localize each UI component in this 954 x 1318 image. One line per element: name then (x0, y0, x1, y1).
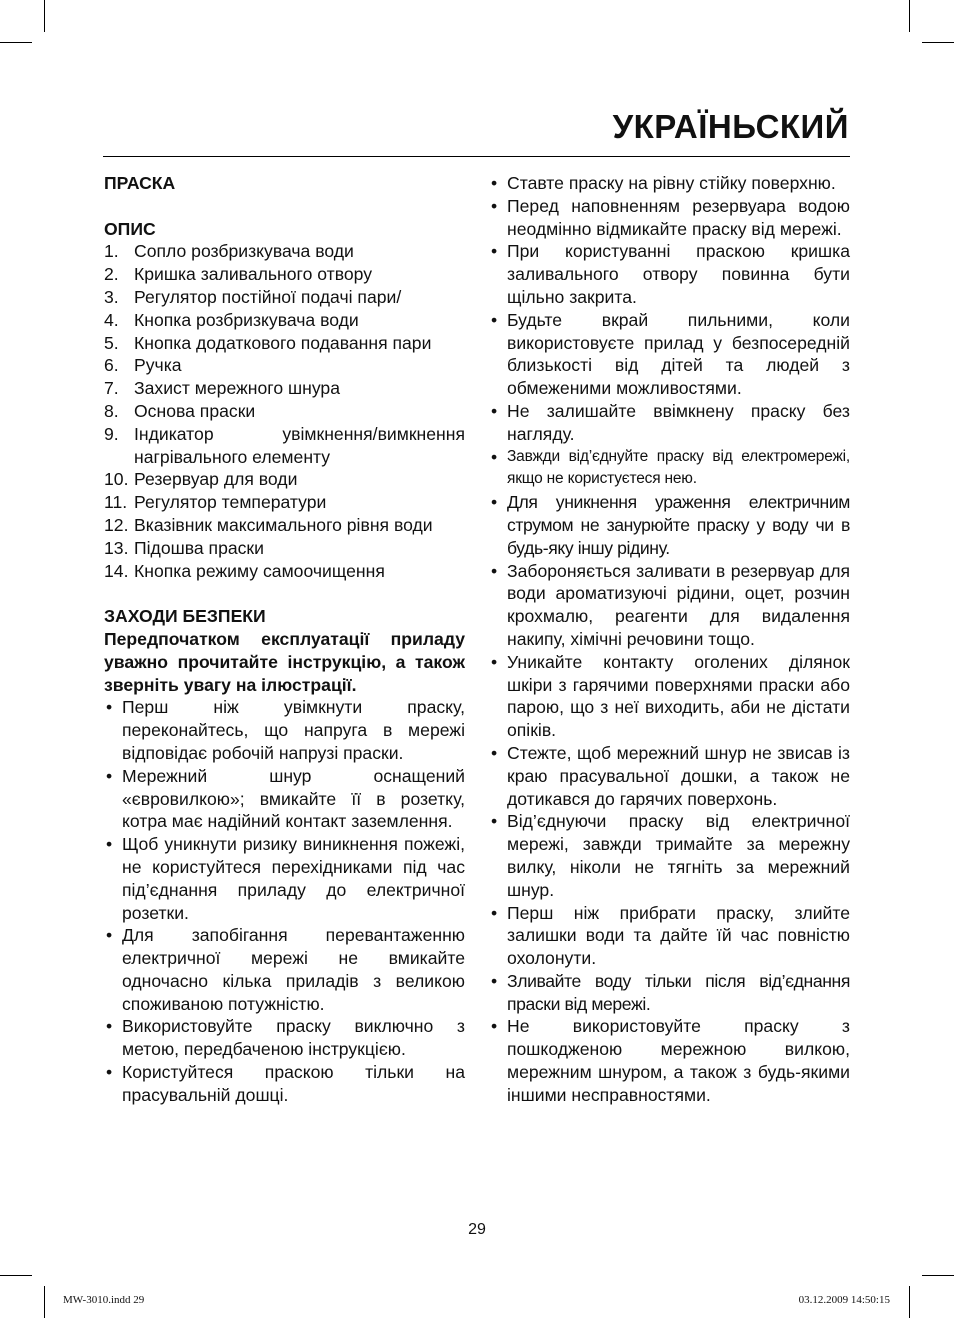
safety-item (104, 833, 465, 924)
item-number: 13. (104, 537, 129, 558)
safety-item (489, 446, 850, 492)
bullet-icon: • (491, 309, 498, 330)
description-item (104, 537, 465, 560)
crop-mark (922, 1275, 954, 1276)
safety-item-text: Забороняється заливати в резервуар для води ароматизуючі рідини, оцет, розчин крохмалю, реагенти для видалення накипу, хімічні речовини тощо. (507, 560, 850, 649)
description-item (104, 309, 465, 332)
product-title: ПРАСКА (104, 173, 176, 193)
crop-mark (44, 0, 45, 32)
safety-item (489, 491, 850, 559)
footer-file-info: MW-3010.indd 29 (63, 1294, 145, 1306)
item-number: 5. (104, 332, 119, 353)
description-item (104, 400, 465, 423)
safety-item-text: Для уникнення ураження електричним струмом не занурюйте праску у воду чи в будь-яку іншу рідину. (507, 492, 850, 558)
item-number: 6. (104, 355, 119, 376)
item-text: Захист мережного шнура (134, 378, 341, 399)
crop-mark (44, 1286, 45, 1318)
crop-mark (0, 1275, 32, 1276)
safety-item-text: Не залишайте ввімкнену праску без нагляду. (507, 400, 850, 444)
safety-list-right (489, 172, 850, 1107)
crop-mark (909, 0, 910, 32)
safety-item-text: Використовуйте праску виключно з метою, передбаченою інструкцією. (122, 1016, 465, 1060)
bullet-icon: • (106, 834, 113, 855)
item-number: 10. (104, 469, 129, 490)
item-text: Вказівник максимального рівня води (134, 514, 433, 535)
bullet-icon: • (491, 1016, 498, 1037)
safety-item-text: Користуйтеся праскою тільки на прасувальній дошці. (122, 1062, 465, 1105)
bullet-icon: • (491, 970, 498, 991)
description-item (104, 354, 465, 377)
item-text: Основа праски (134, 400, 256, 421)
item-number: 8. (104, 400, 119, 421)
bullet-icon: • (491, 241, 498, 262)
bullet-icon: • (491, 492, 498, 513)
description-item (104, 560, 465, 583)
safety-item (489, 810, 850, 901)
crop-mark (909, 1286, 910, 1318)
safety-heading: ЗАХОДИ БЕЗПЕКИ (104, 606, 266, 627)
bullet-icon: • (106, 697, 113, 718)
safety-item (104, 1061, 465, 1107)
safety-intro: Передпочатком експлуатації приладу уважно прочитайте інструкцію, а також зверніть увагу на ілюстрації. (104, 628, 465, 695)
item-number: 12. (104, 514, 129, 535)
safety-item-text: Мережний шнур оснащений «євровилкою»; вмикайте її в розетку, котра має надійний контакт заземлення. (122, 765, 465, 832)
safety-item (489, 651, 850, 742)
bullet-icon: • (491, 446, 498, 467)
left-column (104, 172, 465, 1107)
bullet-icon: • (106, 925, 113, 946)
item-number: 4. (104, 309, 119, 330)
item-number: 14. (104, 560, 129, 581)
description-item (104, 514, 465, 537)
description-item (104, 377, 465, 400)
bullet-icon: • (491, 651, 498, 672)
item-number: 9. (104, 423, 119, 444)
item-text: Резервуар для води (134, 469, 298, 490)
description-heading: ОПИС (104, 218, 156, 239)
safety-item (104, 696, 465, 764)
safety-item-text: Ставте праску на рівну стійку поверхню. (507, 173, 836, 193)
item-text: Підошва праски (134, 537, 264, 558)
item-text: Кнопка додаткового подавання пари (134, 332, 432, 353)
crop-mark (922, 42, 954, 43)
safety-item (104, 924, 465, 1015)
description-list (104, 240, 465, 582)
description-item (104, 491, 465, 514)
item-text: Кнопка режиму самоочищення (134, 560, 385, 581)
bullet-icon: • (106, 765, 113, 786)
item-number: 1. (104, 241, 119, 262)
page-number: 29 (468, 1221, 486, 1238)
safety-item (104, 765, 465, 833)
item-number: 3. (104, 286, 119, 307)
item-number: 11. (104, 492, 128, 513)
safety-item-text: Будьте вкрай пильними, коли використовуєте прилад у безпосередній близькості від дітей та людей з обмеженими можливостями. (507, 309, 850, 399)
safety-item-text: Перед наповненням резервуара водою неодмінно відмикайте праску від мережі. (507, 195, 850, 239)
safety-item-text: Завжди від’єднуйте праску від електромережі, якщо не користуєтеся нею. (507, 447, 850, 488)
item-text: Регулятор температури (134, 492, 327, 513)
safety-item (489, 240, 850, 308)
item-text: Індикатор увімкнення/вимкнення нагрівального елементу (134, 423, 465, 467)
safety-item (489, 742, 850, 810)
bullet-icon: • (106, 1062, 113, 1083)
footer-date-info: 03.12.2009 14:50:15 (798, 1294, 890, 1306)
crop-mark (0, 42, 32, 43)
safety-item-text: Не використовуйте праску з пошкодженою мережною вилкою, мережним шнуром, а також з будь-якими іншими несправностями. (507, 1016, 850, 1105)
item-text: Кнопка розбризкувача води (134, 309, 359, 330)
bullet-icon: • (491, 560, 498, 581)
safety-item-text: Перш ніж увімкнути праску, переконайтесь, що напруга в мережі відповідає робочій напрузі праски. (122, 697, 465, 763)
safety-list-left (104, 696, 465, 1106)
item-number: 2. (104, 264, 119, 285)
description-item (104, 240, 465, 263)
bullet-icon: • (491, 811, 498, 832)
safety-item-text: Для запобігання перевантаженню електричної мережі не вмикайте одночасно кілька приладів з великою споживаною потужністю. (122, 925, 465, 1014)
safety-item (489, 560, 850, 651)
safety-item (489, 902, 850, 970)
bullet-icon: • (491, 902, 498, 923)
bullet-icon: • (491, 400, 498, 421)
language-title: УКРАЇНЬСКИЙ (612, 108, 849, 145)
description-item (104, 468, 465, 491)
bullet-icon: • (491, 173, 498, 193)
bullet-icon: • (491, 195, 498, 216)
safety-item-text: Стежте, щоб мережний шнур не звисав із краю прасувальної дошки, а також не дотикався до гарячих поверхонь. (507, 742, 850, 809)
safety-item (489, 1015, 850, 1106)
safety-item (489, 400, 850, 446)
description-item (104, 332, 465, 355)
right-column (489, 172, 850, 1107)
safety-item-text: Щоб уникнути ризику виникнення пожежі, не користуйтеся перехідниками під час під’єднання приладу до електричної розетки. (122, 834, 465, 923)
safety-item (489, 195, 850, 241)
item-text: Регулятор постійної подачі пари/ (134, 286, 402, 307)
bullet-icon: • (106, 1016, 113, 1037)
description-item (104, 423, 465, 469)
header-divider (103, 156, 850, 157)
safety-item (104, 1015, 465, 1061)
bullet-icon: • (491, 742, 498, 763)
item-text: Кришка заливального отвору (134, 264, 373, 285)
safety-item-text: При користуванні праскою кришка заливального отвору повинна бути щільно закрита. (507, 241, 850, 307)
safety-item-text: Перш ніж прибрати праску, злийте залишки води та дайте їй час повністю охолонути. (507, 902, 850, 969)
safety-item-text: Уникайте контакту оголених ділянок шкіри з гарячими поверхнями праски або парою, що з неї виходить, аби не дістати опіків. (507, 651, 850, 741)
safety-item (489, 970, 850, 1016)
safety-item-text: Від’єднуючи праску від електричної мережі, завжди тримайте за мережну вилку, ніколи не тягніть за мережний шнур. (507, 811, 850, 900)
item-number: 7. (104, 378, 119, 399)
description-item (104, 263, 465, 286)
item-text: Сопло розбризкувача води (134, 241, 354, 262)
safety-item-text: Зливайте воду тільки після від’єднання праски від мережі. (507, 970, 850, 1014)
item-text: Ручка (134, 355, 182, 376)
description-item (104, 286, 465, 309)
safety-item (489, 172, 850, 195)
safety-item (489, 309, 850, 400)
